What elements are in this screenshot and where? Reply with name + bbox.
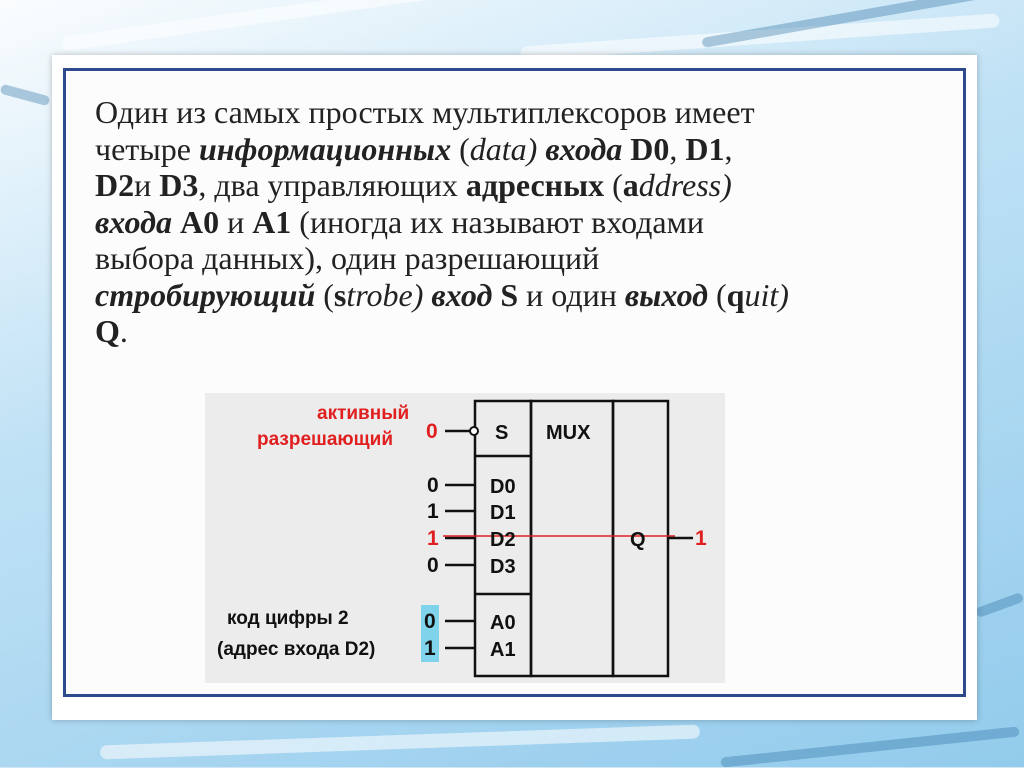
text-span: входа <box>545 130 623 167</box>
mux-label: MUX <box>546 422 591 444</box>
text-span: входа <box>95 203 172 240</box>
text-span: uit) <box>744 276 789 313</box>
text-span: ( <box>451 130 470 167</box>
text-span: ddress) <box>638 167 732 203</box>
label-enable: разрешающий <box>257 429 394 450</box>
text-span: , два управляющих <box>198 167 466 203</box>
text-span: ( <box>315 276 334 313</box>
text-span: D2 <box>95 167 135 203</box>
paragraph-line <box>95 167 935 204</box>
text-span: Q <box>95 313 120 349</box>
text-span: A0 <box>171 203 220 240</box>
paragraph-line <box>95 204 935 241</box>
text-span: и один <box>518 276 625 313</box>
label-address: (адрес входа D2) <box>217 639 376 660</box>
pin-d3: D3 <box>490 556 516 578</box>
text-span: выбора данных), один разрешающий <box>95 240 600 276</box>
text-span: вход <box>431 276 493 313</box>
text-span: A1 <box>252 203 292 240</box>
text-span: trobe) <box>346 276 432 313</box>
text-span: ( <box>604 167 623 203</box>
d0-value: 0 <box>427 474 439 497</box>
pin-d0: D0 <box>490 476 516 498</box>
paragraph-line <box>95 240 935 277</box>
text-span: D3 <box>159 167 199 203</box>
pin-q: Q <box>630 529 646 551</box>
paragraph-line <box>95 94 935 131</box>
text-span: ata) <box>485 130 546 167</box>
text-span: адресных <box>465 167 605 203</box>
label-code: код цифры 2 <box>227 608 349 629</box>
text-span: . <box>119 313 128 349</box>
text-span: D1 <box>685 130 725 167</box>
paragraph-line <box>95 277 935 314</box>
text-span: D0 <box>622 130 670 167</box>
d3-value: 0 <box>427 554 439 577</box>
text-span: , <box>669 130 686 167</box>
slide-paragraph <box>95 94 935 350</box>
text-span: S <box>492 276 519 313</box>
mux-diagram <box>205 393 725 683</box>
pin-a1: A1 <box>490 639 516 661</box>
inversion-bubble <box>470 427 478 435</box>
pin-s: S <box>495 422 509 444</box>
mux-diagram-svg <box>205 393 725 683</box>
paragraph-line <box>95 131 935 168</box>
a1-value: 1 <box>424 637 436 660</box>
text-span: ( <box>708 276 727 313</box>
text-span: (иногда их называют входами <box>291 203 704 240</box>
text-span: четыре <box>95 130 199 167</box>
text-span: и <box>219 203 253 240</box>
a0-value: 0 <box>424 610 436 633</box>
text-span: выход <box>624 276 709 313</box>
q-value: 1 <box>695 527 707 550</box>
text-span: и <box>134 167 160 203</box>
text-span: , <box>724 130 733 167</box>
text-span: s <box>333 276 347 313</box>
pin-d1: D1 <box>490 502 516 524</box>
pin-a0: A0 <box>490 612 516 634</box>
text-span: информационных <box>198 130 452 167</box>
text-span: q <box>726 276 745 313</box>
d2-value: 1 <box>427 527 439 550</box>
paragraph-line <box>95 313 935 350</box>
d1-value: 1 <box>427 500 439 523</box>
label-active: активный <box>317 403 410 424</box>
text-span: Один из самых простых мультиплексоров имеет <box>95 94 755 130</box>
text-span: стробирующий <box>95 276 316 313</box>
text-span: d <box>469 130 486 167</box>
text-span: a <box>622 167 639 203</box>
pin-d2: D2 <box>490 529 516 551</box>
s-value: 0 <box>426 420 438 443</box>
